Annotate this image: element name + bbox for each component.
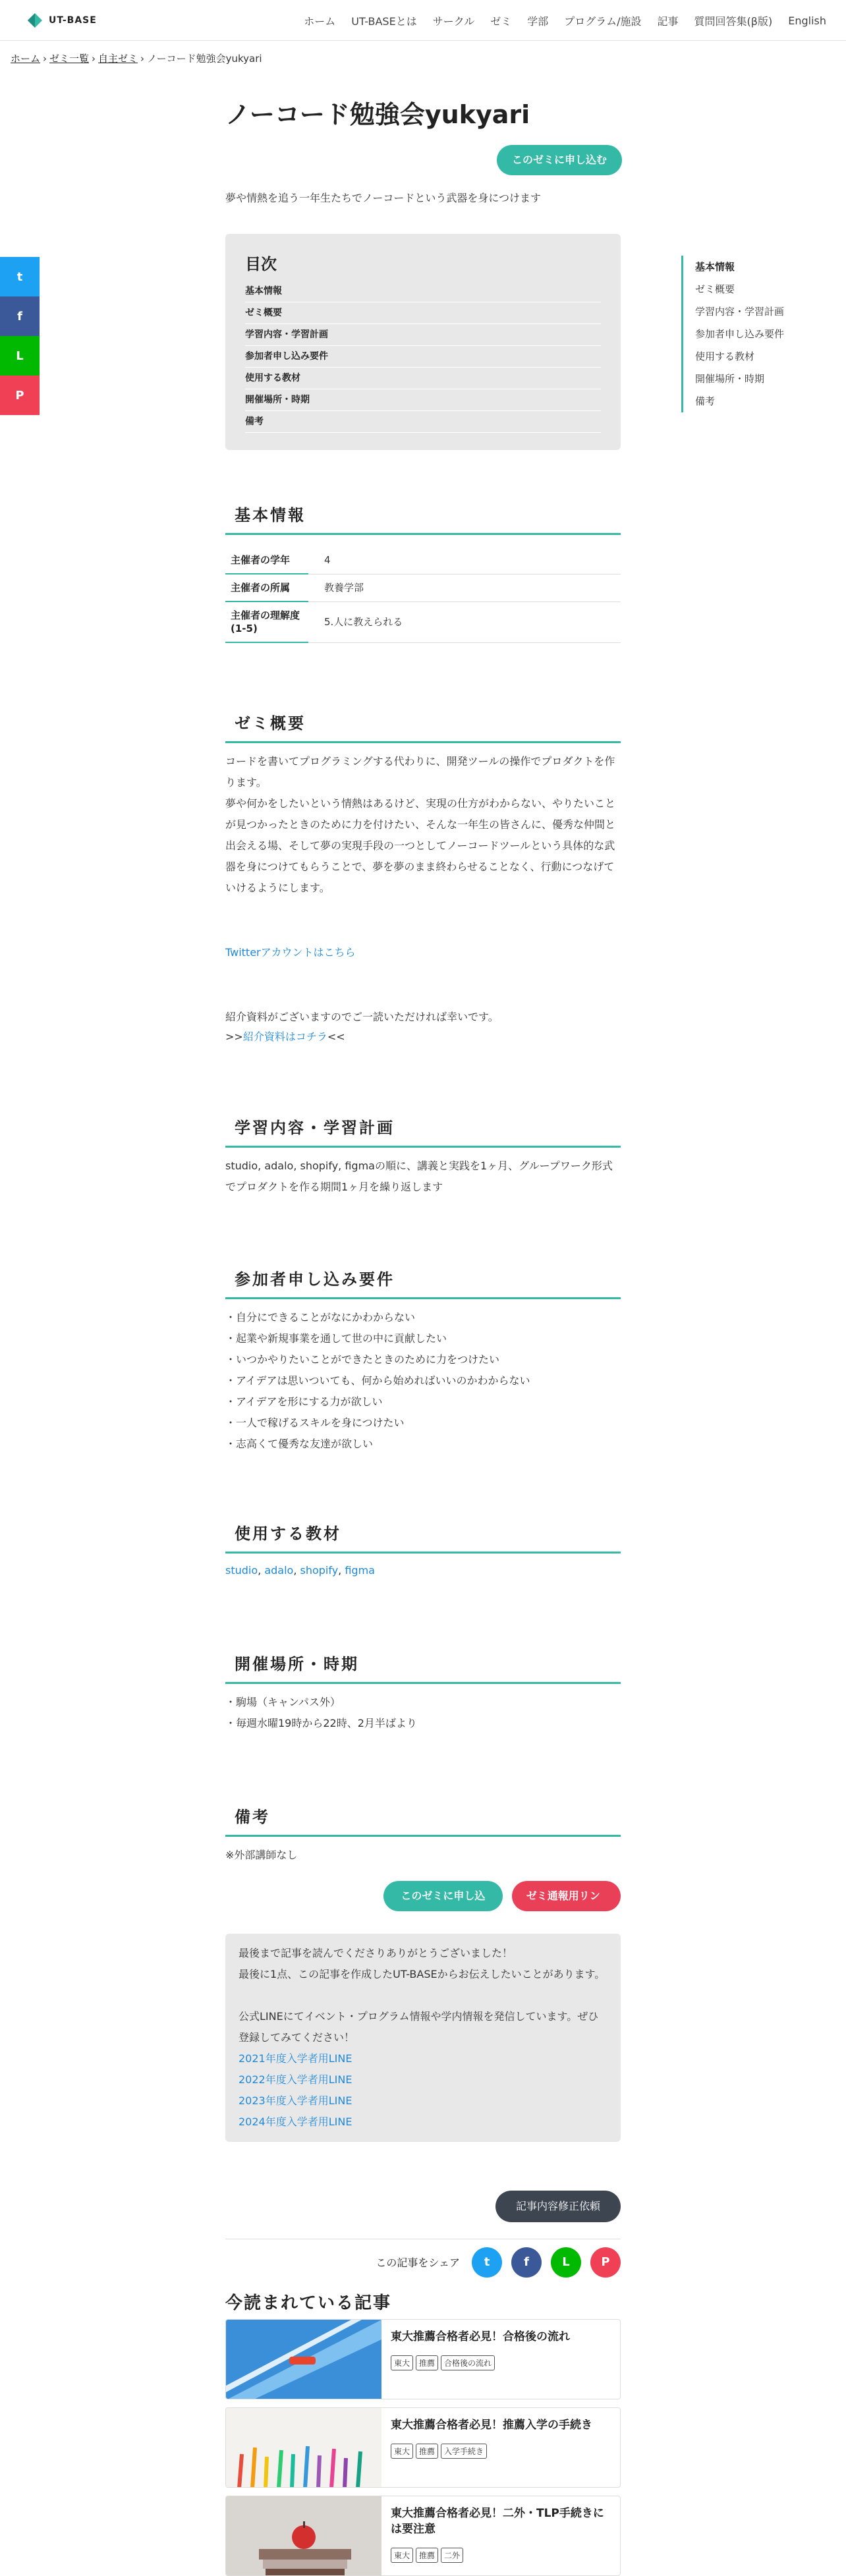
list-item: ・志高くて優秀な友達が欲しい bbox=[225, 1438, 374, 1450]
article bbox=[225, 92, 621, 2560]
line-share-icon[interactable]: L bbox=[551, 2247, 581, 2278]
breadcrumb-seminars[interactable]: ゼミ一覧 bbox=[49, 53, 90, 65]
report-button[interactable]: ゼミ通報用リンク bbox=[512, 1881, 621, 1911]
nav-faculty[interactable]: 学部 bbox=[527, 14, 549, 28]
notice-line: 公式LINEにてイベント・プログラム情報や学内情報を発信しています。ぜひ登録してみてください！ bbox=[239, 2010, 599, 2044]
side-toc-item[interactable]: 備考 bbox=[695, 395, 716, 407]
card-tags bbox=[391, 2548, 463, 2563]
section-heading-basic: 基本情報 bbox=[225, 502, 621, 535]
material-text: 紹介資料がございますのでご一読いただければ幸いです。 bbox=[225, 1011, 499, 1023]
table-row bbox=[225, 547, 621, 574]
nav-home[interactable]: ホーム bbox=[304, 14, 336, 28]
tag[interactable]: 推薦 bbox=[416, 2355, 438, 2370]
card-title: 東大推薦合格者必見！二外・TLP手続きには要注意 bbox=[391, 2507, 604, 2536]
fix-request-button[interactable]: 記事内容修正依頼 bbox=[495, 2191, 621, 2222]
list-item: ・いつかやりたいことができたときのために力をつけたい bbox=[225, 1353, 500, 1366]
breadcrumb: ホーム › ゼミ一覧 › 自主ゼミ › ノーコード勉強会yukyari bbox=[11, 53, 262, 65]
pocket-share-icon[interactable]: P bbox=[0, 376, 40, 415]
pencils-thumbnail-icon bbox=[226, 2408, 381, 2488]
notes-text: ※外部講師なし bbox=[225, 1849, 298, 1861]
toc-item[interactable]: 備考 bbox=[245, 411, 601, 433]
nav-program[interactable]: プログラム/施設 bbox=[564, 14, 642, 28]
twitter-share-icon[interactable]: t bbox=[0, 257, 40, 296]
section-heading-place: 開催場所・時期 bbox=[225, 1651, 621, 1684]
article-card[interactable] bbox=[225, 2407, 621, 2488]
tag[interactable]: 東大 bbox=[391, 2444, 413, 2459]
apply-button-top[interactable]: このゼミに申し込む bbox=[497, 145, 622, 175]
line-link-2021[interactable]: 2021年度入学者用LINE bbox=[239, 2052, 352, 2065]
apple-books-thumbnail-icon bbox=[226, 2496, 381, 2576]
list-item: ・駒場（キャンパス外） bbox=[225, 1696, 341, 1708]
basic-info-table bbox=[225, 547, 621, 643]
nav-english[interactable]: English bbox=[788, 14, 826, 27]
lead-text: 夢や情熱を追う一年生たちでノーコードという武器を身につけます bbox=[225, 192, 542, 204]
plan-text: studio, adalo, shopify, figmaの順に、講義と実践を1ヶ月、グループワーク形式でプロダクトを作る期間1ヶ月を繰り返します bbox=[225, 1160, 613, 1193]
overview-paragraph: 夢や何かをしたいという情熱はあるけど、実現の仕方がわからない、やりたいことが見つかったときのために力を付けたい、そんな一年生の皆さんに、優秀な仲間と出会える場、そして夢の実現手段の一つとしてノーコードツールという具体的な武器を身につけてもらうことで、夢を夢のまま終わらせることなく、行動につなげていけるようにします。 bbox=[225, 797, 616, 894]
facebook-share-icon[interactable]: f bbox=[511, 2247, 542, 2278]
side-toc-item[interactable]: ゼミ概要 bbox=[695, 283, 735, 295]
requirements-list bbox=[225, 1307, 621, 1455]
tag[interactable]: 東大 bbox=[391, 2548, 413, 2563]
site-header bbox=[0, 0, 846, 41]
material-adalo-link[interactable]: adalo bbox=[264, 1564, 294, 1577]
tag[interactable]: 二外 bbox=[441, 2548, 463, 2563]
row-label: 主催者の学年 bbox=[225, 547, 308, 574]
facebook-share-icon[interactable]: f bbox=[0, 296, 40, 336]
table-of-contents bbox=[225, 234, 621, 450]
article-card[interactable] bbox=[225, 2319, 621, 2399]
twitter-account-link[interactable]: Twitterアカウントはこちら bbox=[225, 946, 356, 959]
toc-item[interactable]: 基本情報 bbox=[245, 281, 601, 302]
breadcrumb-independent[interactable]: 自主ゼミ bbox=[98, 53, 138, 65]
toc-item[interactable]: 学習内容・学習計画 bbox=[245, 324, 601, 346]
material-studio-link[interactable]: studio bbox=[225, 1564, 258, 1577]
global-nav bbox=[288, 0, 826, 41]
overview-paragraph: コードを書いてプログラミングする代わりに、開発ツールの操作でプロダクトを作ります。 bbox=[225, 755, 615, 789]
toc-item[interactable]: 参加者申し込み要件 bbox=[245, 346, 601, 368]
row-value: 5.人に教えられる bbox=[308, 602, 621, 642]
list-item: ・アイデアは思いついても、何から始めればいいのかわからない bbox=[225, 1374, 530, 1387]
nav-faq[interactable]: 質問回答集(β版) bbox=[694, 14, 773, 28]
tag[interactable]: 推薦 bbox=[416, 2548, 438, 2563]
list-item: ・起業や新規事業を通して世の中に貢献したい bbox=[225, 1332, 447, 1345]
section-heading-requirements: 参加者申し込み要件 bbox=[225, 1266, 621, 1299]
place-list bbox=[225, 1692, 621, 1734]
breadcrumb-home[interactable]: ホーム bbox=[11, 53, 41, 65]
table-row bbox=[225, 602, 621, 642]
nav-seminar[interactable]: ゼミ bbox=[490, 14, 512, 28]
escalator-thumbnail-icon bbox=[226, 2320, 381, 2399]
tag[interactable]: 入学手続き bbox=[441, 2444, 487, 2459]
apply-button-bottom[interactable]: このゼミに申し込む bbox=[383, 1881, 503, 1911]
material-line bbox=[225, 1026, 621, 1048]
logo-text: UT-BASE bbox=[49, 15, 97, 26]
card-title: 東大推薦合格者必見！推薦入学の手続き bbox=[391, 2419, 592, 2432]
tag[interactable]: 推薦 bbox=[416, 2444, 438, 2459]
share-label: この記事をシェア bbox=[376, 2256, 460, 2269]
row-label: 主催者の所属 bbox=[225, 574, 308, 602]
section-heading-plan: 学習内容・学習計画 bbox=[225, 1115, 621, 1148]
toc-heading: 目次 bbox=[245, 255, 277, 273]
material-figma-link[interactable]: figma bbox=[345, 1564, 375, 1577]
material-link[interactable]: 紹介資料はコチラ bbox=[242, 1030, 327, 1043]
list-item: ・一人で稼げるスキルを身につけたい bbox=[225, 1416, 405, 1429]
bottom-buttons bbox=[383, 1881, 621, 1932]
section-heading-overview: ゼミ概要 bbox=[225, 710, 621, 743]
side-toc-item[interactable]: 開催場所・時期 bbox=[695, 373, 765, 385]
pocket-share-icon[interactable]: P bbox=[590, 2247, 621, 2278]
nav-about[interactable]: UT-BASEとは bbox=[351, 14, 417, 28]
line-link-2022[interactable]: 2022年度入学者用LINE bbox=[239, 2073, 352, 2086]
material-prefix: >> bbox=[225, 1030, 243, 1043]
overview-text bbox=[225, 751, 621, 899]
side-toc-item[interactable]: 学習内容・学習計画 bbox=[695, 306, 785, 318]
notice-line: 最後に1点、この記事を作成したUT-BASEからお伝えしたいことがあります。 bbox=[239, 1968, 606, 1980]
list-item: ・毎週水曜19時から22時、2月半ばより bbox=[225, 1717, 417, 1729]
side-toc bbox=[681, 256, 784, 412]
row-value: 4 bbox=[308, 547, 621, 574]
toc-item[interactable]: ゼミ概要 bbox=[245, 302, 601, 324]
breadcrumb-current: ノーコード勉強会yukyari bbox=[147, 53, 262, 65]
share-row bbox=[225, 2239, 621, 2276]
line-share-icon[interactable]: L bbox=[0, 336, 40, 376]
side-toc-item[interactable]: 基本情報 bbox=[695, 261, 735, 273]
side-toc-item[interactable]: 使用する教材 bbox=[695, 350, 755, 362]
nav-article[interactable]: 記事 bbox=[657, 14, 679, 28]
notice-box bbox=[225, 1934, 621, 2142]
card-tags bbox=[391, 2444, 487, 2459]
side-toc-item[interactable]: 参加者申し込み要件 bbox=[695, 328, 785, 340]
card-tags bbox=[391, 2355, 495, 2370]
article-card[interactable] bbox=[225, 2496, 621, 2576]
side-share-bar bbox=[0, 257, 40, 415]
materials-links: studio, adalo, shopify, figma bbox=[225, 1564, 375, 1577]
section-heading-materials: 使用する教材 bbox=[225, 1521, 621, 1554]
material-suffix: << bbox=[327, 1030, 345, 1043]
spacer bbox=[239, 1985, 607, 2006]
logo-leaf-icon bbox=[26, 12, 43, 29]
notice-line: 最後まで記事を読んでくださりありがとうございました！ bbox=[239, 1947, 513, 1959]
toc-item[interactable]: 開催場所・時期 bbox=[245, 389, 601, 411]
line-link-2023[interactable]: 2023年度入学者用LINE bbox=[239, 2094, 352, 2107]
site-logo[interactable] bbox=[26, 12, 97, 29]
list-item: ・アイデアを形にする力が欲しい bbox=[225, 1395, 383, 1408]
row-label: 主催者の理解度(1-5) bbox=[225, 602, 308, 642]
tag[interactable]: 合格後の流れ bbox=[441, 2355, 495, 2370]
popular-heading: 今読まれている記事 bbox=[225, 2293, 392, 2313]
row-value: 教養学部 bbox=[308, 574, 621, 602]
nav-circle[interactable]: サークル bbox=[432, 14, 475, 28]
list-item: ・自分にできることがなにかわからない bbox=[225, 1311, 416, 1324]
page-title: ノーコード勉強会yukyari bbox=[225, 100, 530, 129]
card-title: 東大推薦合格者必見！合格後の流れ bbox=[391, 2330, 570, 2343]
material-shopify-link[interactable]: shopify bbox=[300, 1564, 339, 1577]
line-link-2024[interactable]: 2024年度入学者用LINE bbox=[239, 2115, 352, 2128]
tag[interactable]: 東大 bbox=[391, 2355, 413, 2370]
section-heading-notes: 備考 bbox=[225, 1804, 621, 1837]
table-row bbox=[225, 574, 621, 602]
toc-item[interactable]: 使用する教材 bbox=[245, 368, 601, 389]
twitter-share-icon[interactable]: t bbox=[472, 2247, 502, 2278]
